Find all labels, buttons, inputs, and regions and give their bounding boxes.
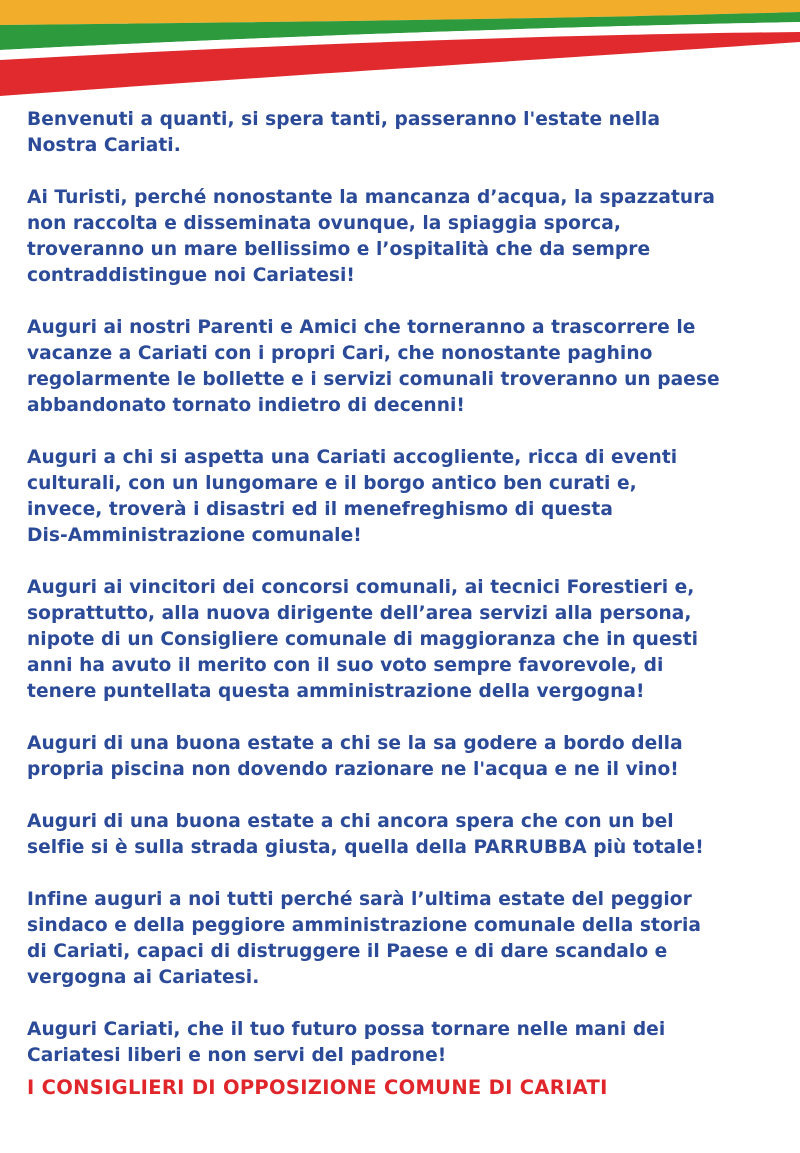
paragraph-finally: [27, 887, 787, 991]
paragraph-selfie: [27, 809, 787, 861]
text-line: Auguri di una buona estate a chi se la sa godere a bordo della: [27, 733, 683, 754]
text-line: Auguri ai vincitori dei concorsi comunali, ai tecnici Forestieri e,: [27, 577, 695, 598]
paragraph-tourists: [27, 185, 787, 289]
text-line: propria piscina non dovendo razionare ne l'acqua e ne il vino!: [27, 759, 679, 780]
text-line: invece, troverà i disastri ed il menefreghismo di questa: [27, 499, 613, 520]
text-line: Benvenuti a quanti, si spera tanti, passeranno l'estate nella: [27, 109, 661, 130]
letter-body: [27, 107, 787, 1101]
text-line: culturali, con un lungomare e il borgo antico ben curati e,: [27, 473, 637, 494]
text-line: Nostra Cariati.: [27, 135, 181, 156]
text-line: Auguri Cariati, che il tuo futuro possa tornare nelle mani dei: [27, 1019, 666, 1040]
text-line: troveranno un mare bellissimo e l’ospitalità che da sempre: [27, 239, 651, 260]
text-line: abbandonato tornato indietro di decenni!: [27, 395, 465, 416]
paragraph-closing: [27, 1017, 787, 1069]
paragraph-pool: [27, 731, 787, 783]
text-line: anni ha avuto il merito con il suo voto sempre favorevole, di: [27, 655, 664, 676]
text-line: sindaco e della peggiore amministrazione comunale della storia: [27, 915, 702, 936]
text-line: tenere puntellata questa amministrazione della vergogna!: [27, 681, 645, 702]
italian-flag-banner: [0, 0, 800, 100]
paragraph-winners: [27, 575, 787, 705]
text-line: non raccolta e disseminata ovunque, la spiaggia sporca,: [27, 213, 621, 234]
text-line: soprattutto, alla nuova dirigente dell’area servizi alla persona,: [27, 603, 692, 624]
text-line: nipote di un Consigliere comunale di maggioranza che in questi: [27, 629, 699, 650]
text-line: Ai Turisti, perché nonostante la mancanza d’acqua, la spazzatura: [27, 187, 716, 208]
text-line: Dis-Amministrazione comunale!: [27, 525, 362, 546]
paragraph-welcome: [27, 107, 787, 159]
text-line: Auguri a chi si aspetta una Cariati accogliente, ricca di eventi: [27, 447, 678, 468]
text-line: Auguri ai nostri Parenti e Amici che torneranno a trascorrere le: [27, 317, 696, 338]
text-line: Cariatesi liberi e non servi del padrone!: [27, 1045, 447, 1066]
paragraph-expectations: [27, 445, 787, 549]
text-line: vergogna ai Cariatesi.: [27, 967, 260, 988]
text-line: di Cariati, capaci di distruggere il Paese e di dare scandalo e: [27, 941, 668, 962]
text-line: Infine auguri a noi tutti perché sarà l’ultima estate del peggior: [27, 889, 692, 910]
text-line: vacanze a Cariati con i propri Cari, che nonostante paghino: [27, 343, 653, 364]
text-line: selfie si è sulla strada giusta, quella della PARRUBBA più totale!: [27, 837, 704, 858]
text-line: regolarmente le bollette e i servizi comunali troveranno un paese: [27, 369, 720, 390]
text-line: Auguri di una buona estate a chi ancora spera che con un bel: [27, 811, 674, 832]
text-line: contraddistingue noi Cariatesi!: [27, 265, 355, 286]
paragraph-relatives: [27, 315, 787, 419]
signature: I CONSIGLIERI DI OPPOSIZIONE COMUNE DI CARIATI: [27, 1076, 608, 1099]
